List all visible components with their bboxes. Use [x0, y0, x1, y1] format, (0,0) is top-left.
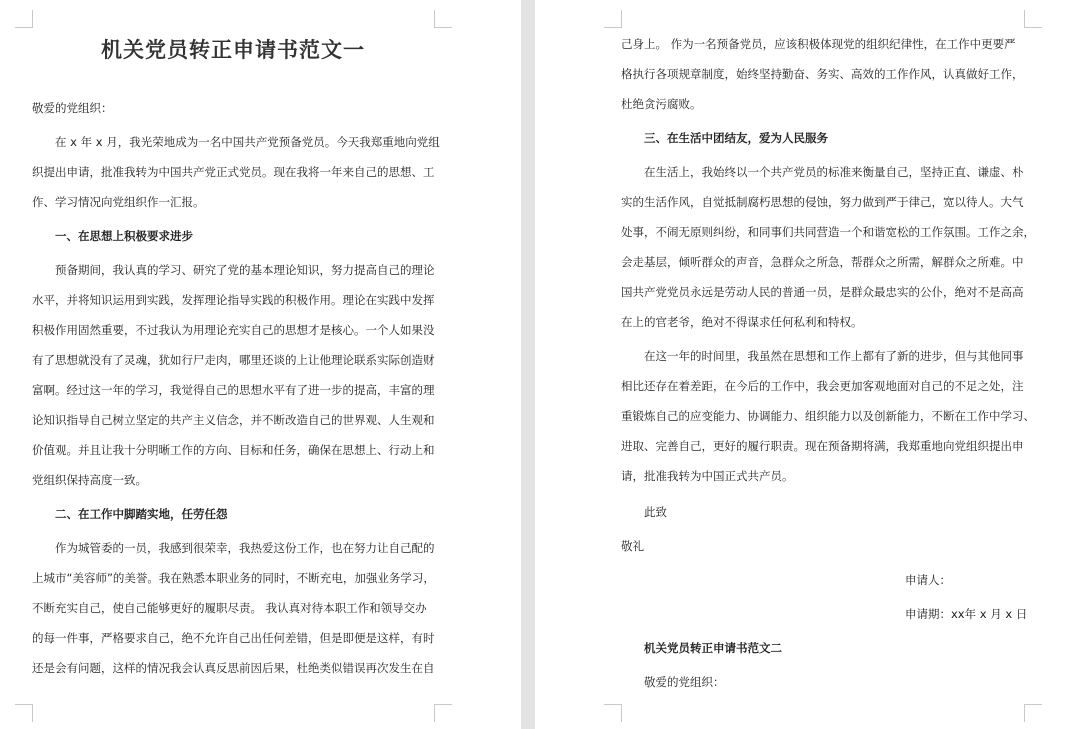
closing-line: 此致 [621, 505, 667, 519]
paragraph-line: 有了思想就没有了灵魂，犹如行尸走肉，哪里还谈的上让他理论联系实际创造财 [32, 353, 435, 367]
paragraph-line: 在 x 年 x 月，我光荣地成为一名中国共产党预备党员。今天我郑重地向党组 [32, 135, 440, 149]
paragraph-line: 格执行各项规章制度，始终坚持勤奋、务实、高效的工作作风，认真做好工作， [621, 67, 1024, 81]
crop-mark-top-right [434, 10, 452, 28]
paragraph-line: 在生活上，我始终以一个共产党员的标准来衡量自己，坚持正直、谦虚、朴 [621, 165, 1024, 179]
crop-mark-top-left [15, 10, 33, 28]
application-date: 申请期：xx年 x 月 x 日 [905, 607, 1028, 621]
paragraph-line: 己身上。 作为一名预备党员，应该积极体现党的组织纪律性，在工作中更要严 [621, 37, 1016, 51]
crop-mark-top-right [1024, 10, 1042, 28]
paragraph-line: 作、学习情况向党组织作一汇报。 [32, 195, 205, 209]
document-title: 机关党员转正申请书范文一 [101, 37, 365, 62]
document-page-right [535, 0, 1080, 729]
paragraph-line: 价值观。并且让我十分明晰工作的方向、目标和任务，确保在思想上、行动上和 [32, 443, 435, 457]
section-heading: 三、在生活中团结友，爱为人民服务 [621, 131, 828, 145]
paragraph-line: 积极作用固然重要，不过我认为用理论充实自己的思想才是核心。一个人如果没 [32, 323, 435, 337]
paragraph-line: 还是会有问题，这样的情况我会认真反思前因后果，杜绝类似错误再次发生在自 [32, 661, 435, 675]
paragraph-line: 论知识指导自己树立坚定的共产主义信念，并不断改造自己的世界观、人生观和 [32, 413, 435, 427]
paragraph-line: 处事，不闹无原则纠纷，和同事们共同营造一个和谐宽松的工作氛围。工作之余， [621, 225, 1035, 239]
paragraph-line: 的每一件事，严格要求自己，绝不允许自己出任何差错，但是即便是这样，有时 [32, 631, 435, 645]
regards-line: 敬礼 [621, 539, 644, 553]
paragraph-line: 会走基层，倾听群众的声音，急群众之所急，帮群众之所需，解群众之所难。中 [621, 255, 1024, 269]
section-heading: 一、在思想上积极要求进步 [32, 229, 193, 243]
paragraph-line: 在上的官老爷，绝对不得谋求任何私利和特权。 [621, 315, 863, 329]
document-page-left [0, 0, 521, 729]
crop-mark-bottom-right [1024, 704, 1042, 722]
paragraph-line: 织提出申请，批准我转为中国共产党正式党员。现在我将一年来自己的思想、工 [32, 165, 435, 179]
paragraph-line: 重锻炼自己的应变能力、协调能力、组织能力以及创新能力，不断在工作中学习、 [621, 409, 1035, 423]
crop-mark-top-left [604, 10, 622, 28]
paragraph-line: 杜绝贪污腐败。 [621, 97, 702, 111]
paragraph-line: 进取、完善自己，更好的履行职责。现在预备期将满，我郑重地向党组织提出申 [621, 439, 1024, 453]
section-heading: 二、在工作中脚踏实地，任劳任怨 [32, 507, 228, 521]
crop-mark-bottom-right [434, 704, 452, 722]
paragraph-line: 不断充实自己，使自己能够更好的履职尽责。 我认真对待本职工作和领导交办 [32, 601, 427, 615]
paragraph-line: 相比还存在着差距，在今后的工作中，我会更加客观地面对自己的不足之处，注 [621, 379, 1024, 393]
paragraph-line: 在这一年的时间里，我虽然在思想和工作上都有了新的进步，但与其他同事 [621, 349, 1024, 363]
salutation: 敬爱的党组织： [32, 101, 113, 115]
paragraph-line: 预备期间，我认真的学习、研究了党的基本理论知识，努力提高自己的理论 [32, 263, 435, 277]
paragraph-line: 作为城管委的一员，我感到很荣幸，我热爱这份工作，也在努力让自己配的 [32, 541, 435, 555]
paragraph-line: 请，批准我转为中国正式共产员。 [621, 469, 794, 483]
second-document-title: 机关党员转正申请书范文二 [621, 641, 782, 655]
paragraph-line: 富啊。经过这一年的学习，我觉得自己的思想水平有了进一步的提高，丰富的理 [32, 383, 435, 397]
paragraph-line: 实的生活作风，自觉抵制腐朽思想的侵蚀，努力做到严于律己，宽以待人。大气 [621, 195, 1024, 209]
crop-mark-bottom-left [604, 704, 622, 722]
paragraph-line: 水平，并将知识运用到实践，发挥理论指导实践的积极作用。理论在实践中发挥 [32, 293, 435, 307]
paragraph-line: 上城市“美容师”的美誉。我在熟悉本职业务的同时，不断充电，加强业务学习， [32, 571, 435, 585]
paragraph-line: 党组织保持高度一致。 [32, 473, 147, 487]
applicant-label: 申请人： [905, 573, 951, 587]
crop-mark-bottom-left [15, 704, 33, 722]
paragraph-line: 国共产党党员永远是劳动人民的普通一员，是群众最忠实的公仆，绝对不是高高 [621, 285, 1024, 299]
page-gutter [521, 0, 535, 729]
second-salutation: 敬爱的党组织： [621, 675, 725, 689]
